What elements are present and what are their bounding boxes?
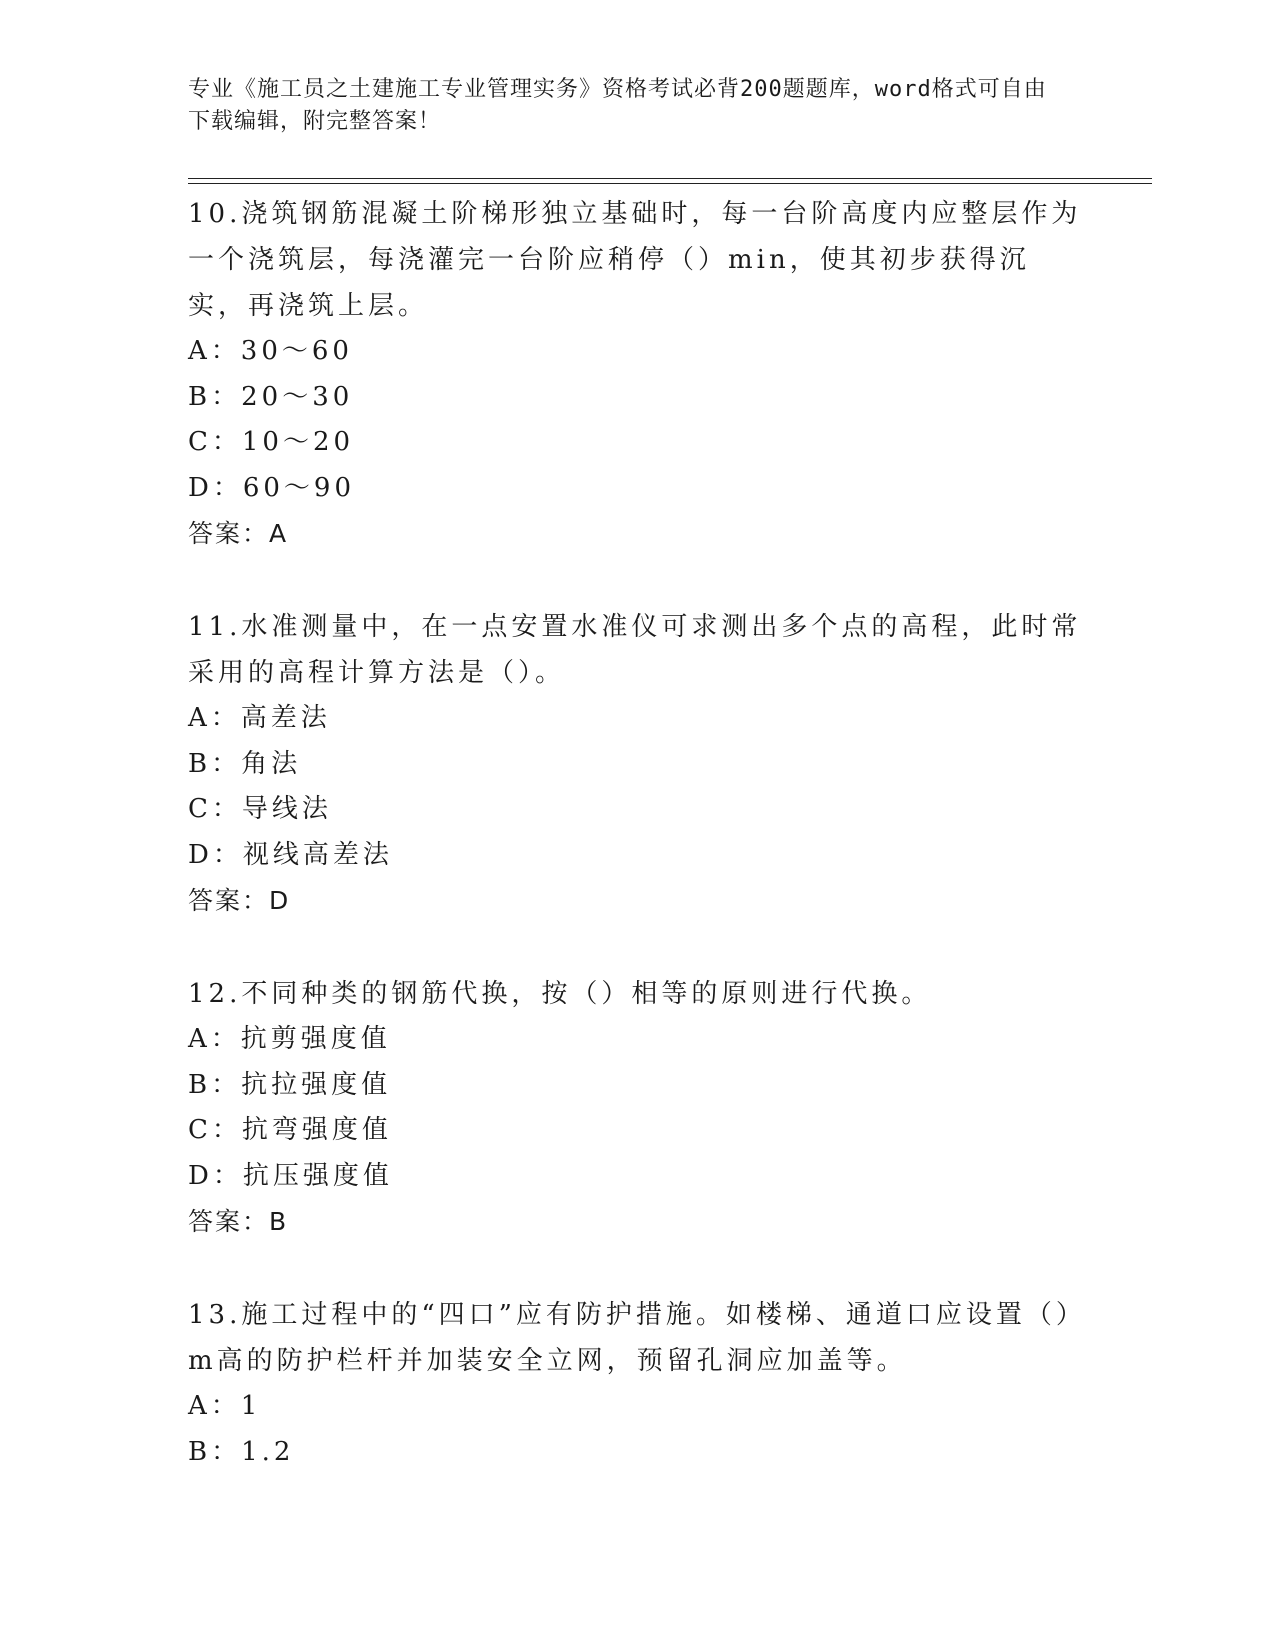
option-c: C：导线法: [188, 794, 332, 824]
question-12: [188, 968, 1088, 1245]
option-a: A：1: [188, 1391, 262, 1421]
answer: 答案：B: [188, 1207, 289, 1236]
option-d: D：抗压强度值: [188, 1160, 393, 1191]
document-header: 专业《施工员之土建施工专业管理实务》资格考试必背200题题库，word格式可自由下载编辑，附完整答案！: [188, 77, 1047, 134]
option-b: B：1.2: [188, 1436, 295, 1467]
option-c: C：10～20: [188, 427, 355, 457]
question-list: [188, 188, 1088, 1475]
header-rule-bottom: [188, 183, 1152, 184]
option-b: B：角法: [188, 748, 302, 779]
option-b: B：20～30: [188, 381, 354, 412]
answer: 答案：D: [188, 886, 291, 915]
option-c: C：抗弯强度值: [188, 1115, 392, 1145]
option-a: A：30～60: [188, 336, 353, 366]
option-d: D：60～90: [188, 472, 356, 503]
question-stem: 13.施工过程中的“四口”应有防护措施。如楼梯、通道口应设置（）m高的防护栏杆并加装安全立网，预留孔洞应加盖等。: [188, 1300, 1086, 1376]
option-b: B：抗拉强度值: [188, 1069, 392, 1100]
header-rule-top: [188, 178, 1152, 179]
option-a: A：高差法: [188, 703, 331, 733]
answer: 答案：A: [188, 519, 289, 548]
question-stem: 12.不同种类的钢筋代换，按（）相等的原则进行代换。: [188, 979, 932, 1009]
option-d: D：视线高差法: [188, 839, 393, 870]
question-10: [188, 188, 1088, 557]
question-11: [188, 601, 1088, 924]
option-a: A：抗剪强度值: [188, 1024, 391, 1054]
question-13: [188, 1289, 1088, 1475]
question-stem: 11.水准测量中，在一点安置水准仪可求测出多个点的高程，此时常采用的高程计算方法是（）。: [188, 612, 1082, 688]
question-stem: 10.浇筑钢筋混凝土阶梯形独立基础时，每一台阶高度内应整层作为一个浇筑层，每浇灌完一台阶应稍停（）min，使其初步获得沉实，再浇筑上层。: [188, 199, 1082, 321]
